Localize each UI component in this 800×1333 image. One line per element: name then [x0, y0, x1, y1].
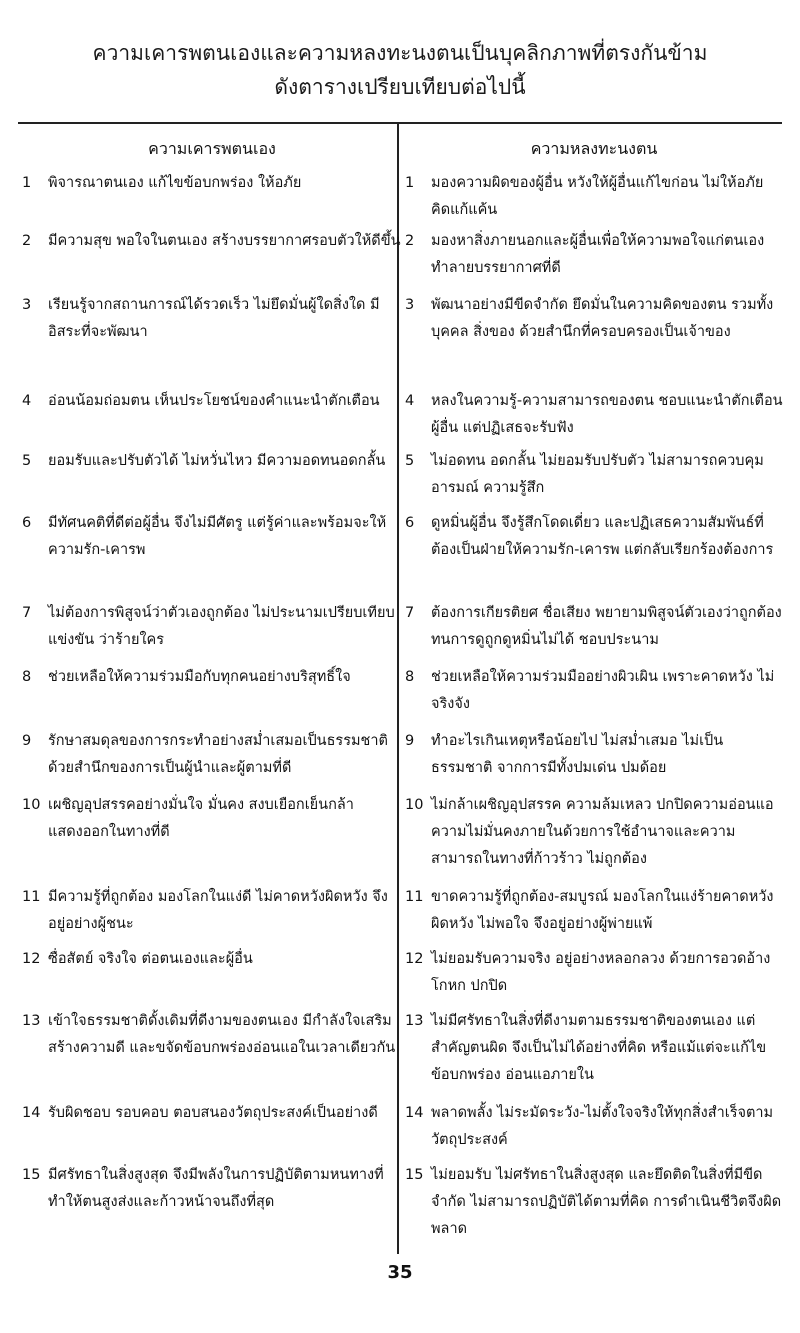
right-item-14: 14 พลาดพลั้ง ไม่ระมัดระวัง-ไม่ตั้งใจจริงให้ทุกสิ่งสำเร็จตามวัตถุประสงค์ — [405, 1105, 774, 1148]
left-item-2: 2 มีความสุข พอใจในตนเอง สร้างบรรยากาศรอบตัวให้ดีขึ้น — [22, 233, 401, 249]
left-item-7: 7 ไม่ต้องการพิสูจน์ว่าตัวเองถูกต้อง ไม่ประนามเปรียบเทียบ แข่งขัน ว่าร้ายใคร — [22, 605, 395, 648]
title-line-2: ดังตารางเปรียบเทียบต่อไปนี้ — [274, 75, 526, 99]
right-item-12: 12 ไม่ยอมรับความจริง อยู่อย่างหลอกลวง ด้วยการอวดอ้าง โกหก ปกปิด — [405, 951, 771, 994]
right-item-11: 11 ขาดความรู้ที่ถูกต้อง-สมบูรณ์ มองโลกในแง่ร้ายคาดหวัง ผิดหวัง ไม่พอใจ จึงอยู่อย่างผู้พ่ายแพ้ — [405, 889, 774, 932]
left-item-6: 6 มีทัศนคติที่ดีต่อผู้อื่น จึงไม่มีศัตรู แต่รู้ค่าและพร้อมจะให้ความรัก-เคารพ — [22, 515, 387, 558]
left-column — [22, 128, 402, 1210]
right-item-15: 15 ไม่ยอมรับ ไม่ศรัทธาในสิ่งสูงสุด และยึดติดในสิ่งที่มีขีดจำกัด ไม่สามารถปฏิบัติได้ตามที่คิด การดำเนินชีวิตจึงผิดพลาด — [405, 1167, 782, 1237]
page-number: 35 — [387, 1262, 413, 1283]
right-item-4: 4 หลงในความรู้-ความสามารถของตน ชอบแนะนำตักเตือนผู้อื่น แต่ปฏิเสธจะรับฟัง — [405, 393, 783, 436]
right-item-5: 5 ไม่อดทน อดกลั้น ไม่ยอมรับปรับตัว ไม่สามารถควบคุมอารมณ์ ความรู้สึก — [405, 453, 764, 496]
right-item-1: 1 มองความผิดของผู้อื่น หวังให้ผู้อื่นแก้ไขก่อน ไม่ให้อภัย คิดแก้แค้น — [405, 175, 764, 218]
right-item-8: 8 ช่วยเหลือให้ความร่วมมืออย่างผิวเผิน เพราะคาดหวัง ไม่จริงจัง — [405, 669, 775, 712]
right-item-13: 13 ไม่มีศรัทธาในสิ่งที่ดีงามตามธรรมชาติของตนเอง แต่สำคัญตนผิด จึงเป็นไม่ได้อย่างที่คิด หรือแม้แต่จะแก้ไขข้อบกพร่อง อ่อนแอภายใน — [405, 1013, 767, 1083]
left-item-9: 9 รักษาสมดุลของการกระทำอย่างสม่ำเสมอเป็นธรรมชาติด้วยสำนึกของการเป็นผู้นำและผู้ตามที่ดี — [22, 733, 388, 776]
left-item-3: 3 เรียนรู้จากสถานการณ์ได้รวดเร็ว ไม่ยึดมั่นผู้ใดสิ่งใด มีอิสระที่จะพัฒนา — [22, 297, 380, 340]
left-item-8: 8 ช่วยเหลือให้ความร่วมมือกับทุกคนอย่างบริสุทธิ์ใจ — [22, 669, 351, 685]
page-title — [0, 36, 800, 104]
left-item-12: 12 ซื่อสัตย์ จริงใจ ต่อตนเองและผู้อื่น — [22, 951, 253, 967]
title-line-1: ความเคารพตนเองและความหลงทะนงตนเป็นบุคลิกภาพที่ตรงกันข้าม — [92, 41, 708, 65]
right-item-9: 9 ทำอะไรเกินเหตุหรือน้อยไป ไม่สม่ำเสมอ ไม่เป็นธรรมชาติ จากการมีทั้งปมเด่น ปมด้อย — [405, 733, 724, 776]
right-item-3: 3 พัฒนาอย่างมีขีดจำกัด ยึดมั่นในความคิดของตน รวมทั้งบุคคล สิ่งของ ด้วยสำนึกที่ครอบครองเป็นเจ้าของ — [405, 297, 774, 340]
right-column-header: ความหลงทะนงตน — [530, 139, 658, 158]
left-column-header: ความเคารพตนเอง — [148, 139, 276, 158]
left-item-1: 1 พิจารณาตนเอง แก้ไขข้อบกพร่อง ให้อภัย — [22, 175, 302, 191]
right-item-6: 6 ดูหมิ่นผู้อื่น จึงรู้สึกโดดเดี่ยว และปฏิเสธความสัมพันธ์ที่ต้องเป็นฝ่ายให้ความรัก-เคารพ แต่กลับเรียกร้องต้องการ — [405, 515, 774, 558]
left-item-10: 10 เผชิญอุปสรรคอย่างมั่นใจ มั่นคง สงบเยือกเย็นกล้าแสดงออกในทางที่ดี — [22, 797, 354, 840]
left-item-4: 4 อ่อนน้อมถ่อมตน เห็นประโยชน์ของคำแนะนำตักเตือน — [22, 393, 380, 409]
left-item-14: 14 รับผิดชอบ รอบคอบ ตอบสนองวัตถุประสงค์เป็นอย่างดี — [22, 1105, 378, 1121]
right-item-10: 10 ไม่กล้าเผชิญอุปสรรค ความล้มเหลว ปกปิดความอ่อนแอ ความไม่มั่นคงภายในด้วยการใช้อำนาจและความสามารถในทางที่ก้าวร้าว ไม่ถูกต้อง — [405, 797, 774, 867]
left-item-5: 5 ยอมรับและปรับตัวได้ ไม่หวั่นไหว มีความอดทนอดกลั้น — [22, 453, 386, 469]
right-item-2: 2 มองหาสิ่งภายนอกและผู้อื่นเพื่อให้ความพอใจแก่ตนเอง ทำลายบรรยากาศที่ดี — [405, 233, 765, 276]
right-column — [405, 128, 783, 1237]
left-item-13: 13 เข้าใจธรรมชาติดั้งเดิมที่ดีงามของตนเอง มีกำลังใจเสริมสร้างความดี และขจัดข้อบกพร่องอ่อนแอในเวลาเดียวกัน — [22, 1013, 396, 1056]
right-item-7: 7 ต้องการเกียรติยศ ชื่อเสียง พยายามพิสูจน์ตัวเองว่าถูกต้อง ทนการดูถูกดูหมิ่นไม่ได้ ชอบประนาม — [405, 605, 782, 648]
left-item-11: 11 มีความรู้ที่ถูกต้อง มองโลกในแง่ดี ไม่คาดหวังผิดหวัง จึงอยู่อย่างผู้ชนะ — [22, 889, 388, 932]
left-item-15: 15 มีศรัทธาในสิ่งสูงสุด จึงมีพลังในการปฏิบัติตามหนทางที่ทำให้ตนสูงส่งและก้าวหน้าจนถึงที่สุด — [22, 1167, 384, 1210]
